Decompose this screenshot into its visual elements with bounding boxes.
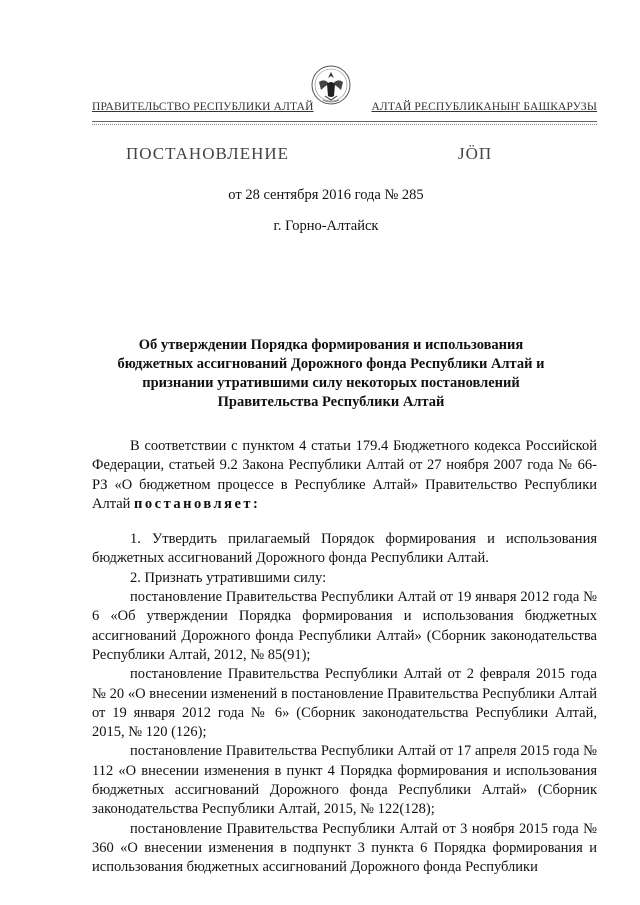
repealed-item-4: постановление Правительства Республики Алтай от 3 ноября 2015 года № 360 «О внесении изменения в подпункт 3 пункта 6 Порядка формирования и использования бюджетных ассигнований Дорожного фонда Республики	[92, 820, 597, 876]
header-divider-dotted	[92, 124, 597, 125]
header-row	[92, 101, 597, 117]
doc-type-ru: ПОСТАНОВЛЕНИЕ	[126, 144, 290, 163]
city: г. Горно-Алтайск	[273, 218, 379, 234]
preamble-text: В соответствии с пунктом 4 статьи 179.4 Бюджетного кодекса Российской Федерации, статьей 9.2 Закона Республики Алтай от 27 ноября 2007 года № 66-РЗ «О бюджетном процессе в Республике Алтай» Правительство Республики Алтай	[92, 438, 597, 512]
government-name-ru: ПРАВИТЕЛЬСТВО РЕСПУБЛИКИ АЛТАЙ	[92, 101, 314, 113]
repealed-item-1: постановление Правительства Республики Алтай от 19 января 2012 года № 6 «Об утверждении Порядка формирования и использования бюджетных ассигнований Дорожного фонда Республики Алтай» (Сборник законодательства Республики Алтай, 2012, № 85(91);	[92, 589, 597, 663]
item-2: 2. Признать утратившими силу:	[130, 569, 327, 586]
repealed-item-3: постановление Правительства Республики Алтай от 17 апреля 2015 года № 112 «О внесении изменения в пункт 4 Порядка формирования и использования бюджетных ассигнований Дорожного фонда Республики Алтай» (Сборник законодательства Республики Алтай, 2015, № 122(128);	[92, 743, 597, 818]
date-number: от 28 сентября 2016 года № 285	[228, 187, 424, 203]
document-title: Об утверждении Порядка формирования и использования бюджетных ассигнований Дорожного фонда Республики Алтай и признании утратившими силу некоторых постановлений Правительства Республики Алтай	[117, 337, 545, 410]
header-divider	[92, 121, 597, 122]
preamble-paragraph	[92, 437, 597, 514]
decree-word: постановляет:	[134, 495, 261, 512]
document-body	[92, 437, 597, 878]
item-1: 1. Утвердить прилагаемый Порядок формирования и использования бюджетных ассигнований Дорожного фонда Республики Алтай.	[92, 531, 597, 567]
government-name-alt: АЛТАЙ РЕСПУБЛИКАНЫҤ БАШКАРУЗЫ	[371, 101, 597, 113]
repealed-item-2: постановление Правительства Республики Алтай от 2 февраля 2015 года № 20 «О внесении изменений в постановление Правительства Республики Алтай от 19 января 2012 года № 6» (Сборник законодательства Республики Алтай, 2015, № 120 (126);	[92, 666, 597, 741]
doc-type-alt: JӦП	[458, 144, 493, 163]
